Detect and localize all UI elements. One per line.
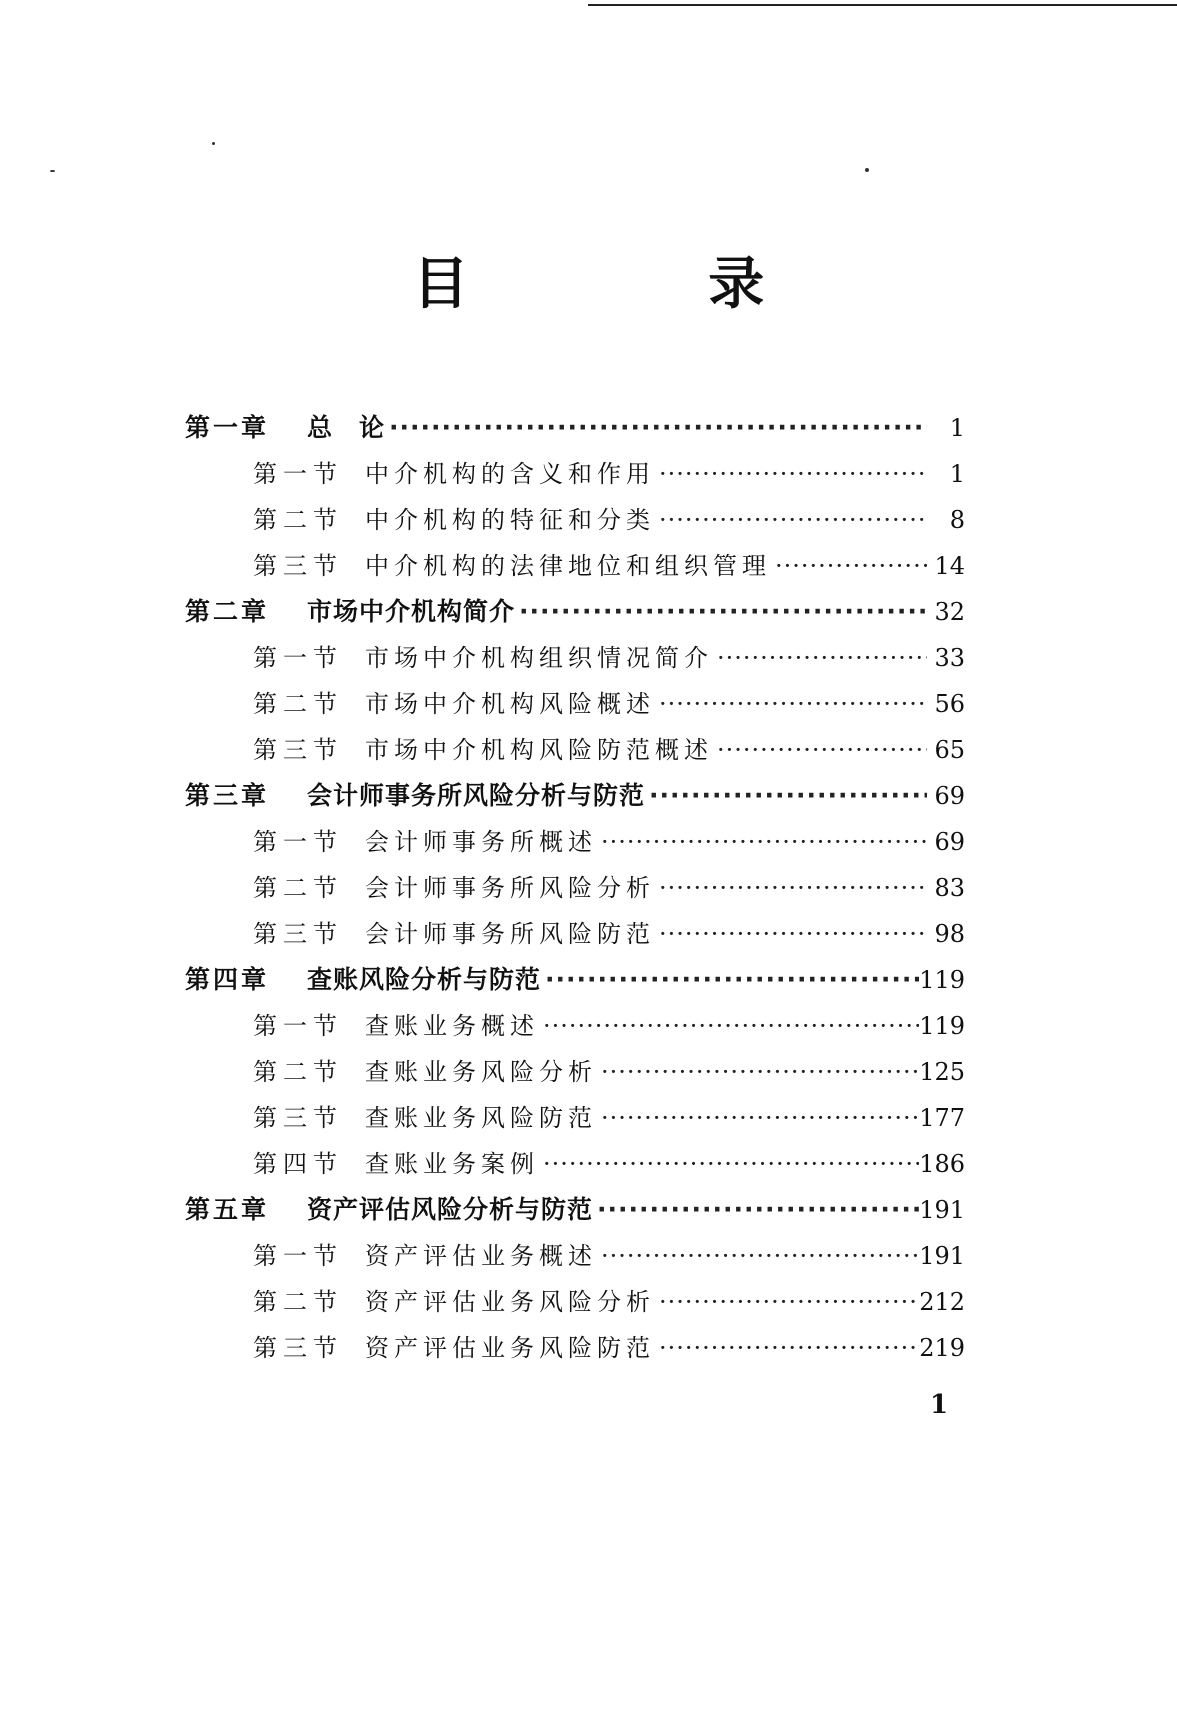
- toc-entry-page: 56: [934, 690, 965, 718]
- toc-entry-number: 第二节: [253, 506, 343, 534]
- toc-entry-title: 会计师事务所风险分析: [365, 874, 655, 902]
- toc-entry-number: 第三节: [253, 1104, 343, 1132]
- toc-entry-page: 119: [919, 1012, 965, 1040]
- dot-leader: [655, 865, 927, 911]
- toc-section-entry: [185, 1325, 965, 1371]
- dot-leader: [515, 589, 927, 635]
- toc-entry-title: 会计师事务所概述: [365, 828, 597, 856]
- toc-section-entry: [185, 819, 965, 865]
- toc-entry-title: 查账业务风险分析: [365, 1058, 597, 1086]
- toc-entry-title: 中介机构的含义和作用: [365, 460, 655, 488]
- toc-entry-number: 第一节: [253, 1012, 343, 1040]
- toc-entry-number: 第一节: [253, 1242, 343, 1270]
- toc-section-entry: [185, 1233, 965, 1279]
- dot-leader: [713, 635, 927, 681]
- scan-speck: [50, 170, 55, 172]
- dot-leader: [385, 405, 927, 451]
- toc-entry-page: 65: [934, 736, 965, 764]
- scan-speck: [865, 168, 869, 172]
- dot-leader: [713, 727, 927, 773]
- toc-entry-page: 14: [934, 552, 965, 580]
- toc-entry-number: 第二节: [253, 1288, 343, 1316]
- toc-entry-page: 1: [949, 460, 965, 488]
- toc-entry-title: 查账业务概述: [365, 1012, 539, 1040]
- dot-leader: [655, 911, 927, 957]
- toc-entry-title: 查账业务风险防范: [365, 1104, 597, 1132]
- toc-entry-page: 69: [934, 828, 965, 856]
- dot-leader: [597, 819, 927, 865]
- dot-leader: [597, 1049, 919, 1095]
- dot-leader: [539, 1141, 919, 1187]
- toc-entry-number: 第三节: [253, 1334, 343, 1362]
- toc-entry-number: 第一章: [185, 413, 270, 442]
- toc-entry-page: 33: [934, 644, 965, 672]
- toc-chapter-entry: [185, 1187, 965, 1233]
- dot-leader: [655, 1325, 919, 1371]
- dot-leader: [597, 1095, 919, 1141]
- toc-entry-number: 第三节: [253, 552, 343, 580]
- toc-entry-number: 第三章: [185, 781, 270, 810]
- toc-section-entry: [185, 727, 965, 773]
- toc-entry-number: 第二节: [253, 690, 343, 718]
- toc-section-entry: [185, 543, 965, 589]
- toc-section-entry: [185, 1095, 965, 1141]
- toc-section-entry: [185, 1141, 965, 1187]
- toc-entry-number: 第四节: [253, 1150, 343, 1178]
- toc-section-entry: [185, 451, 965, 497]
- page-number: 1: [930, 1390, 949, 1420]
- dot-leader: [539, 1003, 919, 1049]
- dot-leader: [645, 773, 927, 819]
- toc-entry-page: 177: [919, 1104, 965, 1132]
- toc-entry-title: 会计师事务所风险分析与防范: [307, 781, 646, 810]
- toc-section-entry: [185, 1279, 965, 1325]
- toc-entry-page: 191: [919, 1242, 965, 1270]
- dot-leader: [655, 451, 927, 497]
- toc-section-entry: [185, 497, 965, 543]
- toc-entry-number: 第二节: [253, 1058, 343, 1086]
- toc-entry-page: 32: [934, 598, 965, 626]
- dot-leader: [541, 957, 919, 1003]
- dot-leader: [771, 543, 927, 589]
- toc-entry-number: 第一节: [253, 460, 343, 488]
- toc-entry-number: 第一节: [253, 644, 343, 672]
- toc-entry-title: 中介机构的法律地位和组织管理: [365, 552, 771, 580]
- toc-entry-number: 第五章: [185, 1195, 270, 1224]
- toc-entry-title: 查账风险分析与防范: [307, 965, 542, 994]
- toc-entry-number: 第三节: [253, 920, 343, 948]
- toc-entry-title: 资产评估业务风险分析: [365, 1288, 655, 1316]
- toc-section-entry: [185, 1003, 965, 1049]
- dot-leader: [655, 497, 927, 543]
- toc-entry-title: 市场中介机构简介: [307, 597, 516, 626]
- toc-entry-title: 市场中介机构组织情况简介: [365, 644, 713, 672]
- toc-entry-number: 第四章: [185, 965, 270, 994]
- toc-entry-title: 资产评估业务概述: [365, 1242, 597, 1270]
- toc-entry-page: 219: [919, 1334, 965, 1362]
- toc-entry-page: 83: [934, 874, 965, 902]
- top-scan-rule: [588, 4, 1177, 6]
- toc-chapter-entry: [185, 405, 965, 451]
- toc-entry-number: 第二章: [185, 597, 270, 626]
- toc-entry-number: 第二节: [253, 874, 343, 902]
- toc-entry-page: 119: [919, 966, 965, 994]
- toc-section-entry: [185, 865, 965, 911]
- table-of-contents: [185, 405, 965, 1371]
- dot-leader: [593, 1187, 919, 1233]
- toc-entry-title: 中介机构的特征和分类: [365, 506, 655, 534]
- page-title: 目 录: [412, 252, 875, 317]
- toc-entry-title: 总 论: [307, 413, 386, 442]
- toc-entry-page: 125: [919, 1058, 965, 1086]
- toc-section-entry: [185, 681, 965, 727]
- toc-entry-title: 资产评估风险分析与防范: [307, 1195, 594, 1224]
- toc-entry-number: 第一节: [253, 828, 343, 856]
- toc-entry-page: 212: [919, 1288, 965, 1316]
- toc-entry-page: 98: [934, 920, 965, 948]
- toc-entry-page: 191: [919, 1196, 965, 1224]
- toc-chapter-entry: [185, 589, 965, 635]
- dot-leader: [597, 1233, 919, 1279]
- dot-leader: [655, 681, 927, 727]
- toc-section-entry: [185, 1049, 965, 1095]
- dot-leader: [655, 1279, 919, 1325]
- toc-entry-page: 69: [934, 782, 965, 810]
- toc-section-entry: [185, 635, 965, 681]
- toc-entry-title: 市场中介机构风险防范概述: [365, 736, 713, 764]
- toc-entry-title: 市场中介机构风险概述: [365, 690, 655, 718]
- toc-entry-page: 8: [949, 506, 965, 534]
- toc-entry-page: 1: [949, 414, 965, 442]
- toc-entry-title: 会计师事务所风险防范: [365, 920, 655, 948]
- scan-speck: [212, 142, 215, 145]
- toc-entry-title: 资产评估业务风险防范: [365, 1334, 655, 1362]
- toc-entry-title: 查账业务案例: [365, 1150, 539, 1178]
- toc-chapter-entry: [185, 957, 965, 1003]
- toc-section-entry: [185, 911, 965, 957]
- toc-entry-page: 186: [919, 1150, 965, 1178]
- toc-entry-number: 第三节: [253, 736, 343, 764]
- toc-chapter-entry: [185, 773, 965, 819]
